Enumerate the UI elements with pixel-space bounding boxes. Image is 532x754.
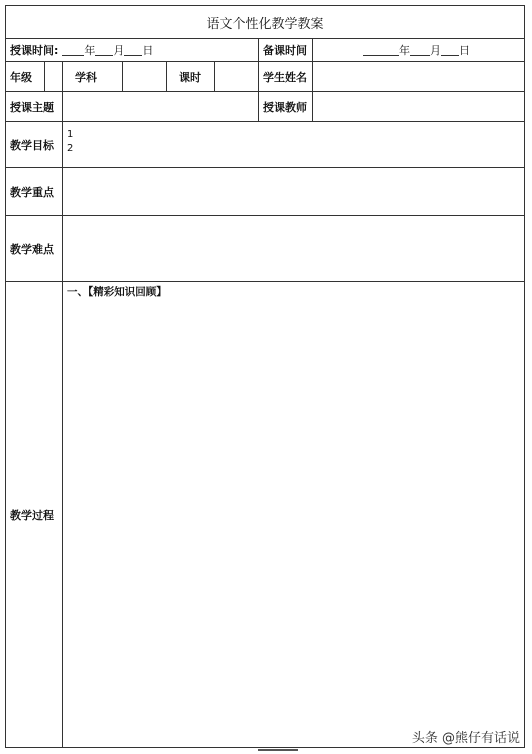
- prep-day-text: 日: [459, 43, 470, 57]
- goals-label: 教学目标: [10, 138, 54, 152]
- teacher-value-cell: [313, 92, 524, 121]
- row-goals: [6, 122, 524, 168]
- difficulties-label: 教学难点: [10, 242, 54, 256]
- teach-month-text: 月: [113, 43, 125, 57]
- period-label-cell: [167, 62, 215, 91]
- teach-year-text: 年: [84, 43, 96, 57]
- process-label: 教学过程: [10, 508, 54, 522]
- teach-day-blank: [124, 44, 142, 56]
- prep-month-blank: [410, 44, 430, 56]
- prep-month-text: 月: [430, 43, 441, 57]
- row-difficulties: [6, 216, 524, 282]
- student-label: 学生姓名: [263, 70, 307, 84]
- document-title: 语文个性化教学教案: [6, 6, 524, 39]
- page-footer-mark: [258, 749, 298, 751]
- difficulties-value-cell: [63, 216, 524, 281]
- teach-month-blank: [95, 44, 113, 56]
- topic-label: 授课主题: [10, 100, 54, 114]
- teacher-label: 授课教师: [263, 100, 307, 114]
- prep-time-label-cell: [259, 38, 313, 61]
- goal-item-2: 2: [67, 143, 74, 154]
- subject-label-cell: [63, 62, 123, 91]
- grade-label-cell: [6, 62, 45, 91]
- key-points-label: 教学重点: [10, 185, 54, 199]
- goal-item-1: 1: [67, 129, 74, 140]
- watermark: 头条 @熊仔有话说: [411, 731, 520, 746]
- topic-label-cell: [6, 92, 63, 121]
- teach-time-cell: [6, 38, 259, 61]
- student-label-cell: [259, 62, 313, 91]
- process-section-1: 一、【精彩知识回顾】: [67, 286, 167, 298]
- teach-time-label: 授课时间:: [10, 43, 59, 57]
- prep-year-text: 年: [399, 43, 410, 57]
- row-info: [6, 62, 524, 92]
- row-process: [6, 282, 524, 747]
- row-key-points: [6, 168, 524, 216]
- difficulties-label-cell: [6, 216, 63, 281]
- teach-day-text: 日: [142, 43, 154, 57]
- student-value-cell: [313, 62, 524, 91]
- row-topic: [6, 92, 524, 122]
- row-time: [6, 38, 524, 62]
- grade-label: 年级: [10, 70, 32, 84]
- subject-value-cell: [123, 62, 167, 91]
- goals-list: [67, 128, 73, 156]
- teach-year-blank: [62, 44, 84, 56]
- lesson-plan-table: [5, 5, 525, 748]
- teacher-label-cell: [259, 92, 313, 121]
- prep-day-blank: [441, 44, 459, 56]
- prep-time-label: 备课时间: [263, 43, 307, 57]
- goals-label-cell: [6, 122, 63, 167]
- process-value-cell: [63, 282, 524, 747]
- period-value-cell: [215, 62, 259, 91]
- process-label-cell: [6, 282, 63, 747]
- grade-value-cell: [45, 62, 63, 91]
- topic-value-cell: [63, 92, 259, 121]
- key-points-value-cell: [63, 168, 524, 215]
- subject-label: 学科: [75, 70, 97, 84]
- prep-year-blank: [363, 44, 399, 56]
- goals-value-cell: [63, 122, 524, 167]
- key-points-label-cell: [6, 168, 63, 215]
- prep-time-value-cell: [313, 38, 524, 61]
- period-label: 课时: [179, 70, 201, 84]
